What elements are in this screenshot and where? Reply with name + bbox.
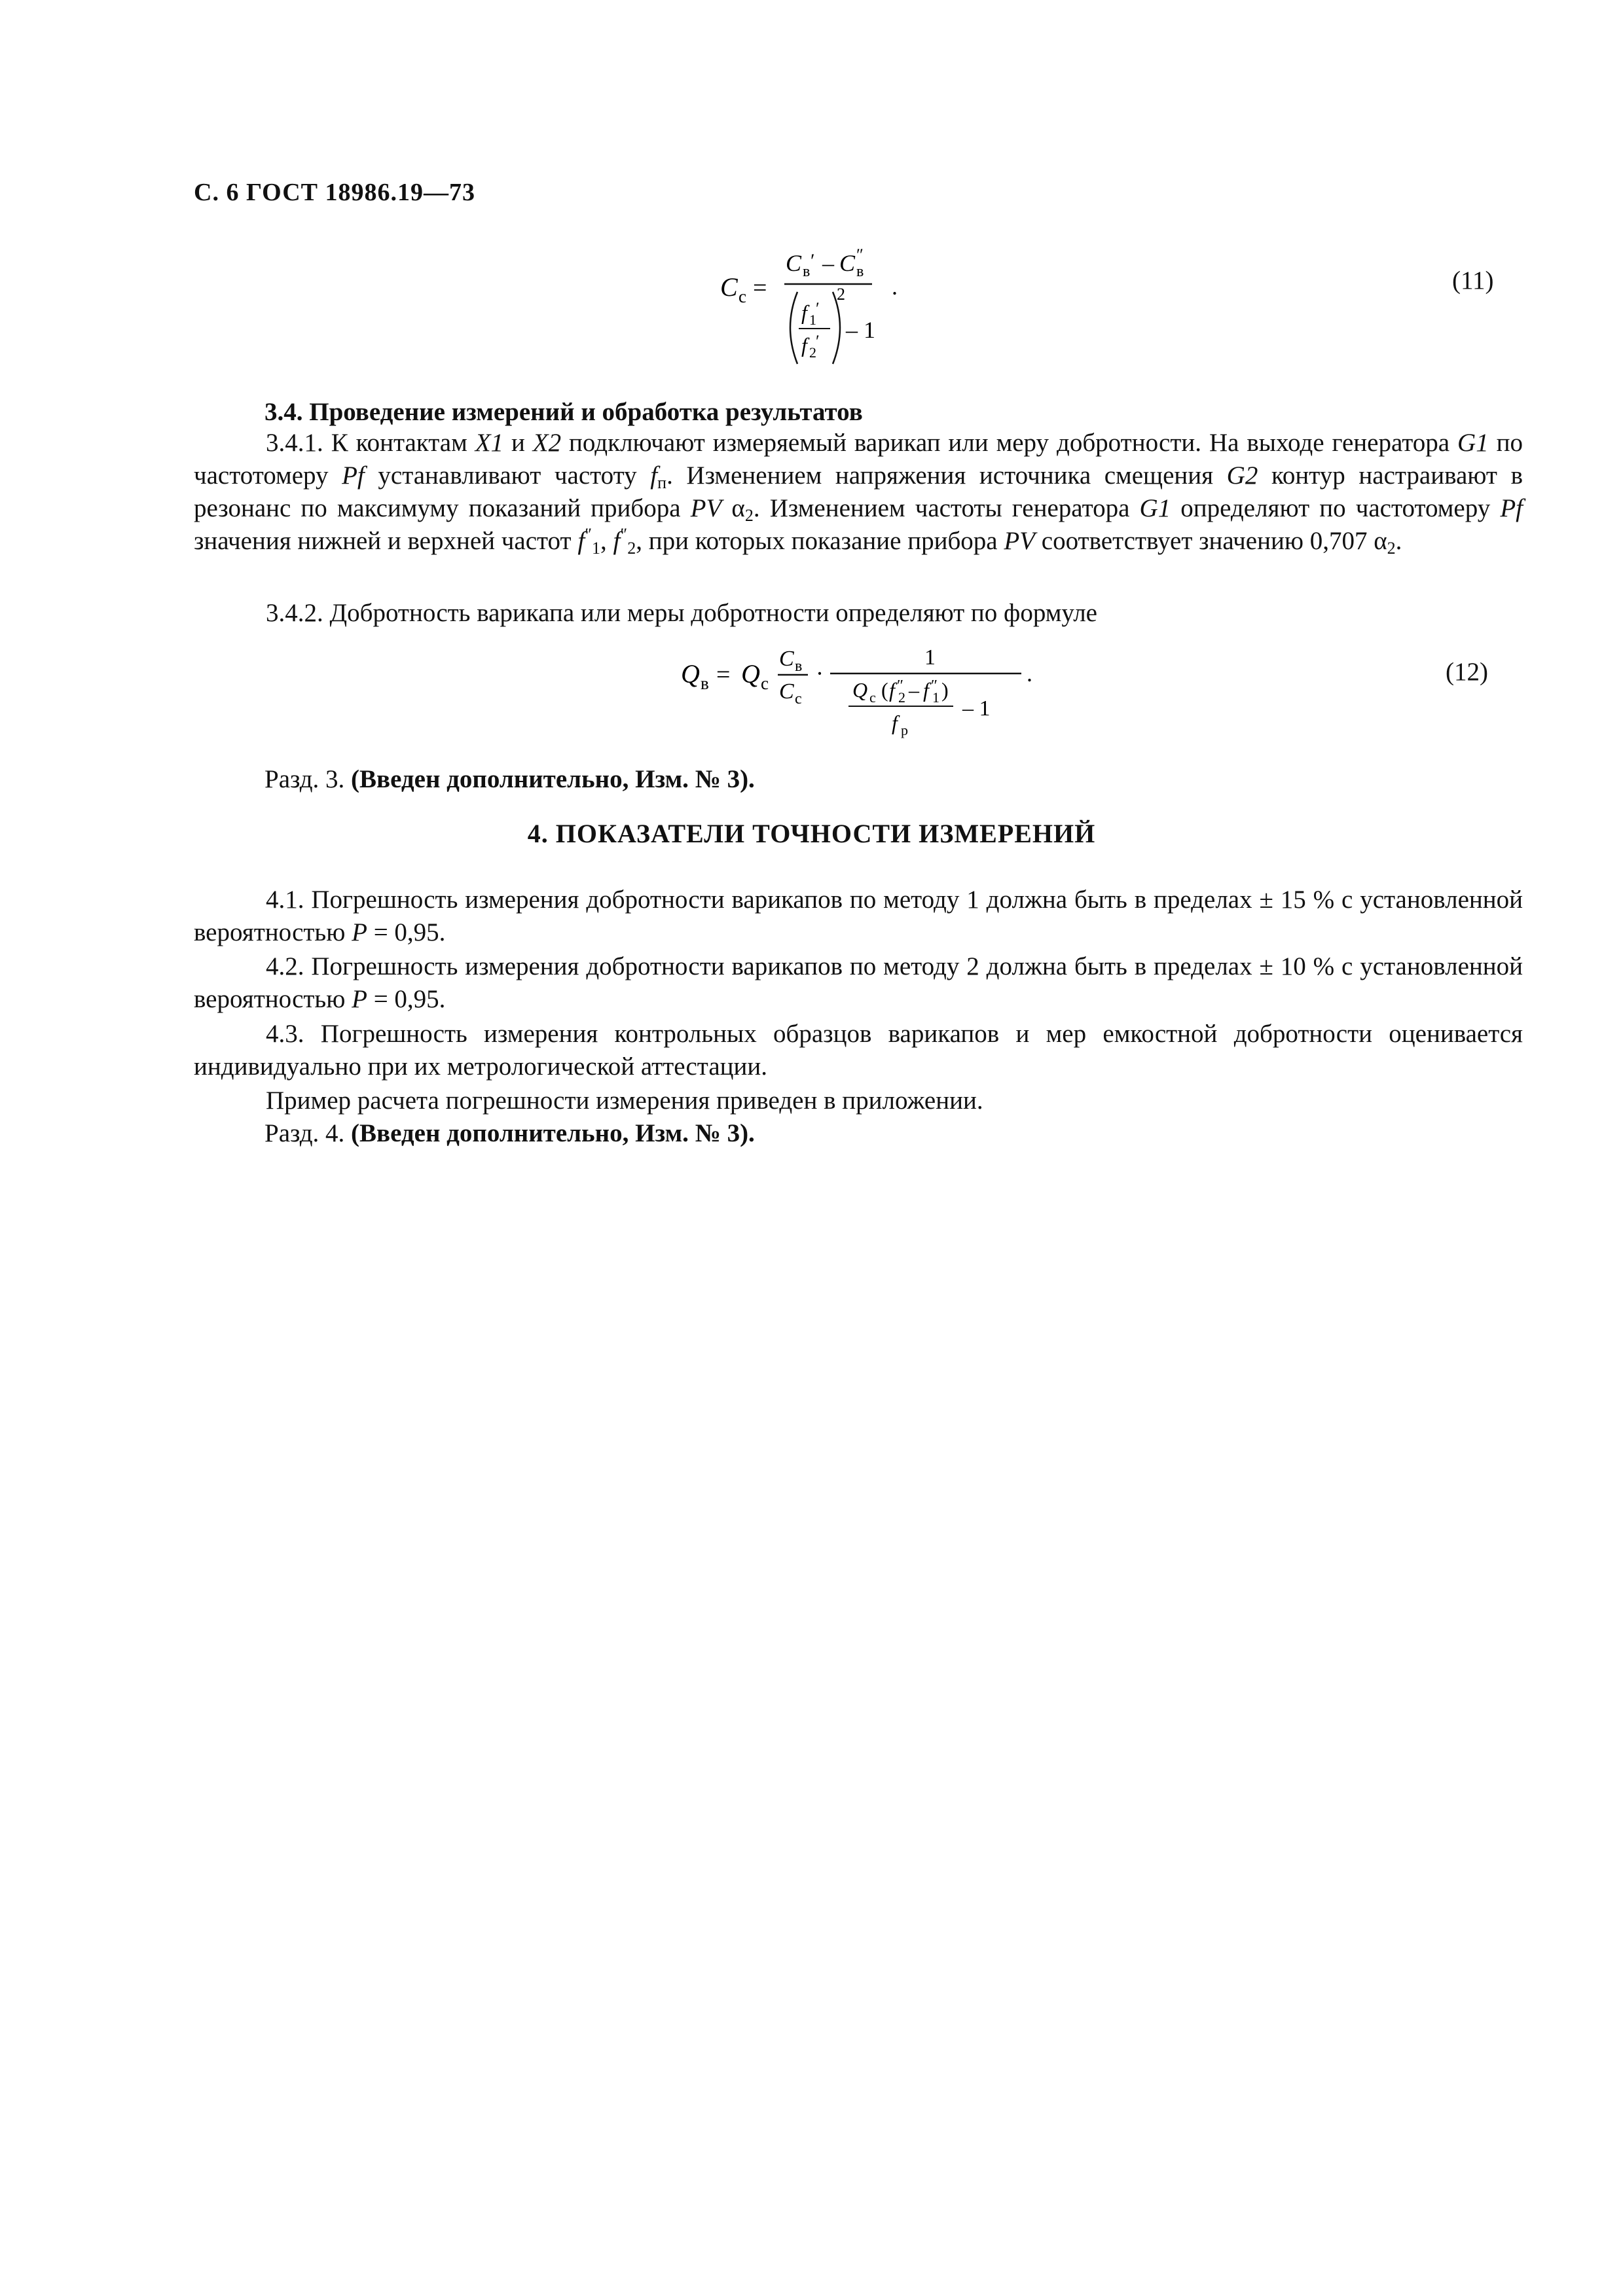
text: = 0,95. bbox=[367, 985, 446, 1013]
formula-12 bbox=[681, 638, 1048, 756]
device-pv: PV bbox=[1004, 527, 1036, 555]
eq12-inner-f1-sup: ″ bbox=[931, 677, 938, 694]
paragraph-4-3: 4.3. Погрешность измерения контрольных образцов варикапов и мер емкостной добротности оценивается индивидуально при их метрологической аттестации. bbox=[194, 1020, 1523, 1081]
eq11-lhs: C bbox=[720, 272, 738, 302]
eq12-qc: Q bbox=[741, 659, 760, 689]
freq-f1-prime: ″ bbox=[585, 525, 593, 544]
freq-f: f bbox=[650, 461, 658, 490]
text: контур настраивают в резонанс по максимуму показаний прибора bbox=[194, 461, 1523, 522]
text: . bbox=[1395, 527, 1402, 555]
text: определяют по частотомеру bbox=[1171, 494, 1501, 522]
eq12-minus-one: – 1 bbox=[962, 696, 991, 721]
eq11-den-f2-sub: 2 bbox=[809, 344, 816, 361]
eq11-num-c1: C bbox=[786, 250, 802, 276]
eq12-inner-open: ( bbox=[881, 678, 888, 702]
eq12-inner-den-f: f bbox=[892, 711, 898, 734]
freq-f1-sub: 1 bbox=[592, 539, 601, 558]
paragraph-3-4-2: 3.4.2. Добротность варикапа или меры добротности определяют по формуле bbox=[266, 599, 1097, 627]
freq-f2-sub: 2 bbox=[627, 539, 636, 558]
note-amendment: (Введен дополнительно, Изм. № 3). bbox=[351, 1119, 755, 1147]
freq-f-sub: п bbox=[657, 473, 667, 492]
eq11-den-f1: f bbox=[801, 300, 807, 324]
eq11-num-prime1: ′ bbox=[811, 250, 815, 272]
eq11-dot: . bbox=[892, 274, 898, 300]
eq12-inner-f2-sub: 2 bbox=[898, 689, 905, 706]
freq-f2: f bbox=[613, 527, 621, 555]
text: 4.1. Погрешность измерения добротности варикапов по методу 1 должна быть в пределах ± 15 % с установленной вероятностью bbox=[194, 886, 1523, 946]
eq12-dot: . bbox=[1027, 660, 1032, 687]
eq11-den-f2-prime: ′ bbox=[816, 332, 820, 351]
eq11-number: (11) bbox=[1452, 266, 1494, 295]
freq-f2-prime: ″ bbox=[620, 525, 628, 544]
note-prefix: Разд. 4. bbox=[264, 1119, 352, 1147]
text: 3.4.1. К контактам bbox=[266, 429, 475, 457]
eq11-den-f1-prime: ′ bbox=[816, 299, 820, 318]
probability-p: P bbox=[352, 918, 367, 946]
text: устанавливают частоту bbox=[364, 461, 651, 490]
eq12-inner-close: ) bbox=[941, 678, 949, 702]
eq12-frac1-den-sub: с bbox=[795, 691, 802, 708]
text: . Изменением частоты генератора bbox=[753, 494, 1140, 522]
eq12-inner-f2: f bbox=[889, 678, 895, 702]
eq12-lhs-sub: в bbox=[701, 673, 709, 693]
eq11-num-prime2: ″ bbox=[856, 245, 864, 264]
eq11-num-sub2: в bbox=[856, 263, 864, 280]
text: = 0,95. bbox=[367, 918, 446, 946]
eq12-inner-f2-sup: ″ bbox=[897, 677, 903, 694]
eq12-one: 1 bbox=[924, 645, 936, 670]
paragraph-4-1 bbox=[194, 884, 1523, 949]
alpha-sub: 2 bbox=[744, 506, 754, 525]
eq11-den-exp: 2 bbox=[837, 285, 845, 304]
eq11-den-f2: f bbox=[801, 333, 807, 357]
source-g2: G2 bbox=[1226, 461, 1258, 490]
text: и bbox=[503, 429, 533, 457]
paragraph-3-4-1 bbox=[194, 427, 1523, 558]
eq12-cdot: · bbox=[816, 660, 824, 687]
meter-pf: Pf bbox=[342, 461, 365, 490]
amendment-note-3 bbox=[264, 763, 755, 796]
eq12-inner-q: Q bbox=[852, 678, 868, 702]
meter-pf: Pf bbox=[1500, 494, 1523, 522]
text: . Изменением напряжения источника смещения bbox=[666, 461, 1227, 490]
eq12-qc-sub: c bbox=[761, 673, 769, 693]
eq12-inner-q-sub: с bbox=[869, 689, 876, 706]
amendment-note-4 bbox=[264, 1117, 755, 1150]
eq11-num-c2: C bbox=[839, 250, 856, 276]
probability-p: P bbox=[352, 985, 367, 1013]
text: значения нижней и верхней частот bbox=[194, 527, 578, 555]
eq12-inner-minus: – bbox=[909, 678, 919, 702]
eq11-den-f1-sub: 1 bbox=[809, 312, 816, 328]
text: подключают измеряемый варикап или меру добротности. На выходе генератора bbox=[561, 429, 1458, 457]
text: по частотомеру bbox=[194, 429, 1523, 490]
eq12-frac1-den: C bbox=[779, 679, 794, 704]
eq11-num-sub1: в bbox=[803, 263, 811, 280]
freq-f1: f bbox=[577, 527, 585, 555]
contact-x1: X1 bbox=[475, 429, 504, 457]
text: соответствует значению 0,707 α bbox=[1035, 527, 1387, 555]
note-amendment: (Введен дополнительно, Изм. № 3). bbox=[351, 765, 755, 793]
eq11-lhs-sub: с bbox=[739, 287, 746, 306]
eq12-inner-den-sub: р bbox=[901, 722, 908, 738]
text: α bbox=[721, 494, 745, 522]
alpha-sub: 2 bbox=[1387, 539, 1396, 558]
formula-11 bbox=[720, 242, 930, 380]
generator-g1: G1 bbox=[1139, 494, 1171, 522]
eq12-frac1-num: C bbox=[779, 647, 794, 671]
device-pv: PV bbox=[690, 494, 722, 522]
eq12-number: (12) bbox=[1446, 658, 1488, 686]
text: , bbox=[600, 527, 613, 555]
eq11-num-minus: – bbox=[822, 250, 834, 276]
eq11-den-minus-one: – 1 bbox=[846, 317, 875, 343]
page-header: С. 6 ГОСТ 18986.19—73 bbox=[194, 179, 475, 206]
eq12-equals: = bbox=[716, 661, 731, 689]
eq12-frac1-num-sub: в bbox=[795, 658, 803, 675]
paragraph-4-2 bbox=[194, 950, 1523, 1016]
eq12-inner-f1: f bbox=[923, 678, 929, 702]
generator-g1: G1 bbox=[1457, 429, 1489, 457]
note-prefix: Разд. 3. bbox=[264, 765, 352, 793]
section-4-title: 4. ПОКАЗАТЕЛИ ТОЧНОСТИ ИЗМЕРЕНИЙ bbox=[527, 819, 1096, 848]
text: , при которых показание прибора bbox=[636, 527, 1004, 555]
text: 4.2. Погрешность измерения добротности варикапов по методу 2 должна быть в пределах ± 10 % с установленной вероятностью bbox=[194, 952, 1523, 1013]
contact-x2: X2 bbox=[532, 429, 562, 457]
eq11-equals: = bbox=[753, 274, 767, 302]
example-note: Пример расчета погрешности измерения приведен в приложении. bbox=[266, 1086, 983, 1115]
section-3-4-title: 3.4. Проведение измерений и обработка результатов bbox=[264, 398, 863, 426]
eq12-inner-f1-sub: 1 bbox=[932, 689, 939, 706]
eq12-lhs: Q bbox=[681, 659, 700, 689]
eq11-left-paren bbox=[790, 292, 797, 364]
